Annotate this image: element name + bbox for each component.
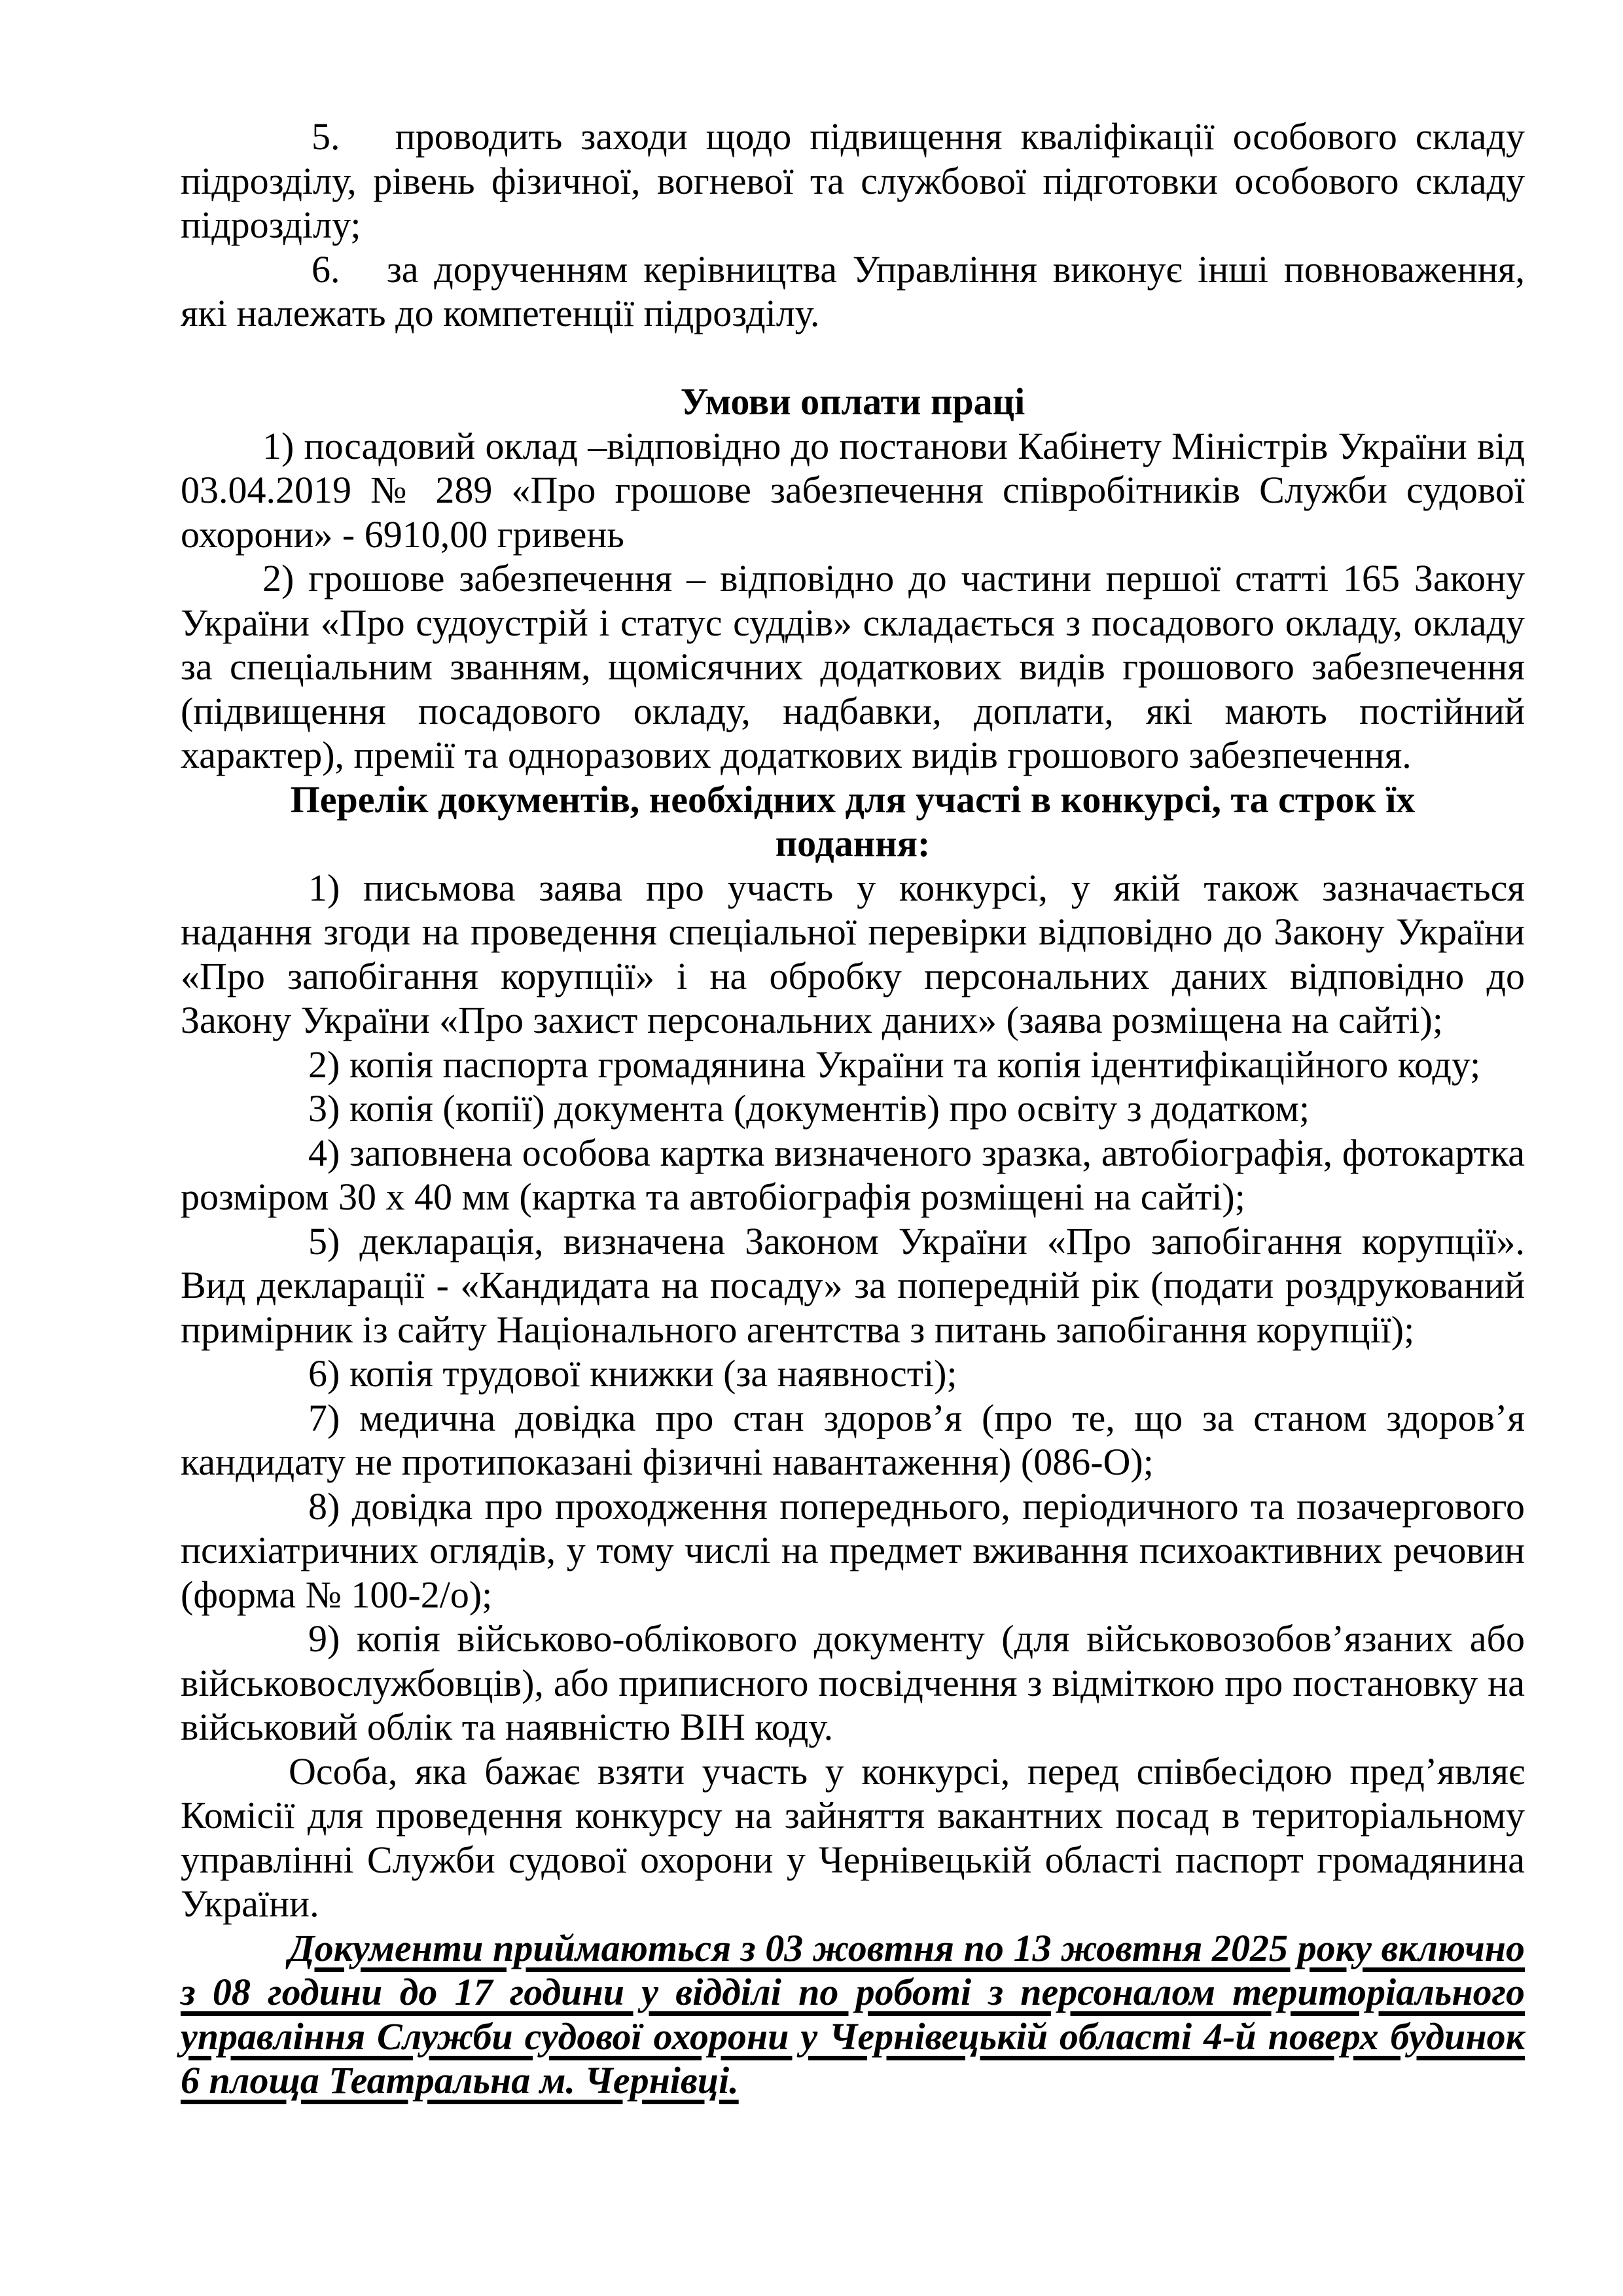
docs-section-heading — [181, 778, 1525, 866]
applicant-note: Особа, яка бажає взяти участь у конкурсі, перед співбесідою пред’являє Комісії для проведення конкурсу на зайняття вакантних посад в територіальному управлінні Служби судової охорони у Чернівецькій області паспорт громадянина України. — [181, 1749, 1525, 1925]
doc-item-6: 6) копія трудової книжки (за наявності); — [308, 1352, 957, 1395]
doc-item-7: 7) медична довідка про стан здоров’я (про те, що за станом здоров’я кандидату не протипоказані фізичні навантаження) (086-О); — [181, 1396, 1525, 1483]
duty-item-6: 6. за дорученням керівництва Управління виконує інші повноваження, які належать до компетенції підрозділу. — [181, 247, 1525, 334]
doc-item-1: 1) письмова заява про участь у конкурсі, у якій також зазначається надання згоди на проведення спеціальної перевірки відповідно до Закону України «Про запобігання корупції» і на обробку персональних даних відповідно до Закону України «Про захист персональних даних» (заява розміщена на сайті); — [181, 866, 1525, 1041]
pay-item-2: 2) грошове забезпечення – відповідно до частини першої статті 165 Закону України «Про судоустрій і статус суддів» складається з посадового окладу, окладу за спеціальним званням, щомісячних додаткових видів грошового забезпечення (підвищення посадового окладу, надбавки, доплати, які мають постійний характер), премії та одноразових додаткових видів грошового забезпечення. — [181, 557, 1525, 776]
doc-item-9: 9) копія військово-облікового документу (для військовозобов’язаних або військовослужбовців), або приписного посвідчення з відміткою про постановку на військовий облік та наявністю ВІН коду. — [181, 1617, 1525, 1748]
pay-section-heading: Умови оплати праці — [680, 380, 1026, 423]
doc-item-8: 8) довідка про проходження попереднього, періодичного та позачергового психіатричних оглядів, у тому числі на предмет вживання психоактивних речовин (форма № 100-2/о); — [181, 1484, 1525, 1616]
duty-item-5: 5. проводить заходи щодо підвищення кваліфікації особового складу підрозділу, рівень фізичної, вогневої та службової підготовки особового складу підрозділу; — [181, 115, 1525, 246]
doc-item-3: 3) копія (копії) документа (документів) про освіту з додатком; — [308, 1087, 1310, 1130]
doc-item-5: 5) декларація, визначена Законом України «Про запобігання корупції». Вид декларації - «Кандидата на посаду» за попередній рік (подати роздрукований примірник із сайту Національного агентства з питань запобігання корупції); — [181, 1219, 1525, 1351]
docs-section-heading-line1: Перелік документів, необхідних для участі в конкурсі, та строк їх — [290, 778, 1416, 821]
doc-item-4: 4) заповнена особова картка визначеного зразка, автобіографія, фотокартка розміром 30 х 40 мм (картка та автобіографія розміщені на сайті); — [181, 1131, 1525, 1218]
docs-section-heading-line2: подання: — [775, 822, 931, 865]
doc-item-2: 2) копія паспорта громадянина України та копія ідентифікаційного коду; — [308, 1043, 1481, 1086]
deadline-notice: Документи приймаються з 03 жовтня по 13 жовтня 2025 року включно з 08 години до 17 години у відділі по роботі з персоналом територіального управління Служби судової охорони у Чернівецькій області 4-й поверх будинок 6 площа Театральна м. Чернівці. — [181, 1926, 1525, 2102]
pay-item-1: 1) посадовий оклад –відповідно до постанови Кабінету Міністрів України від 03.04.2019 № 289 «Про грошове забезпечення співробітників Служби судової охорони» - 6910,00 гривень — [181, 424, 1525, 556]
